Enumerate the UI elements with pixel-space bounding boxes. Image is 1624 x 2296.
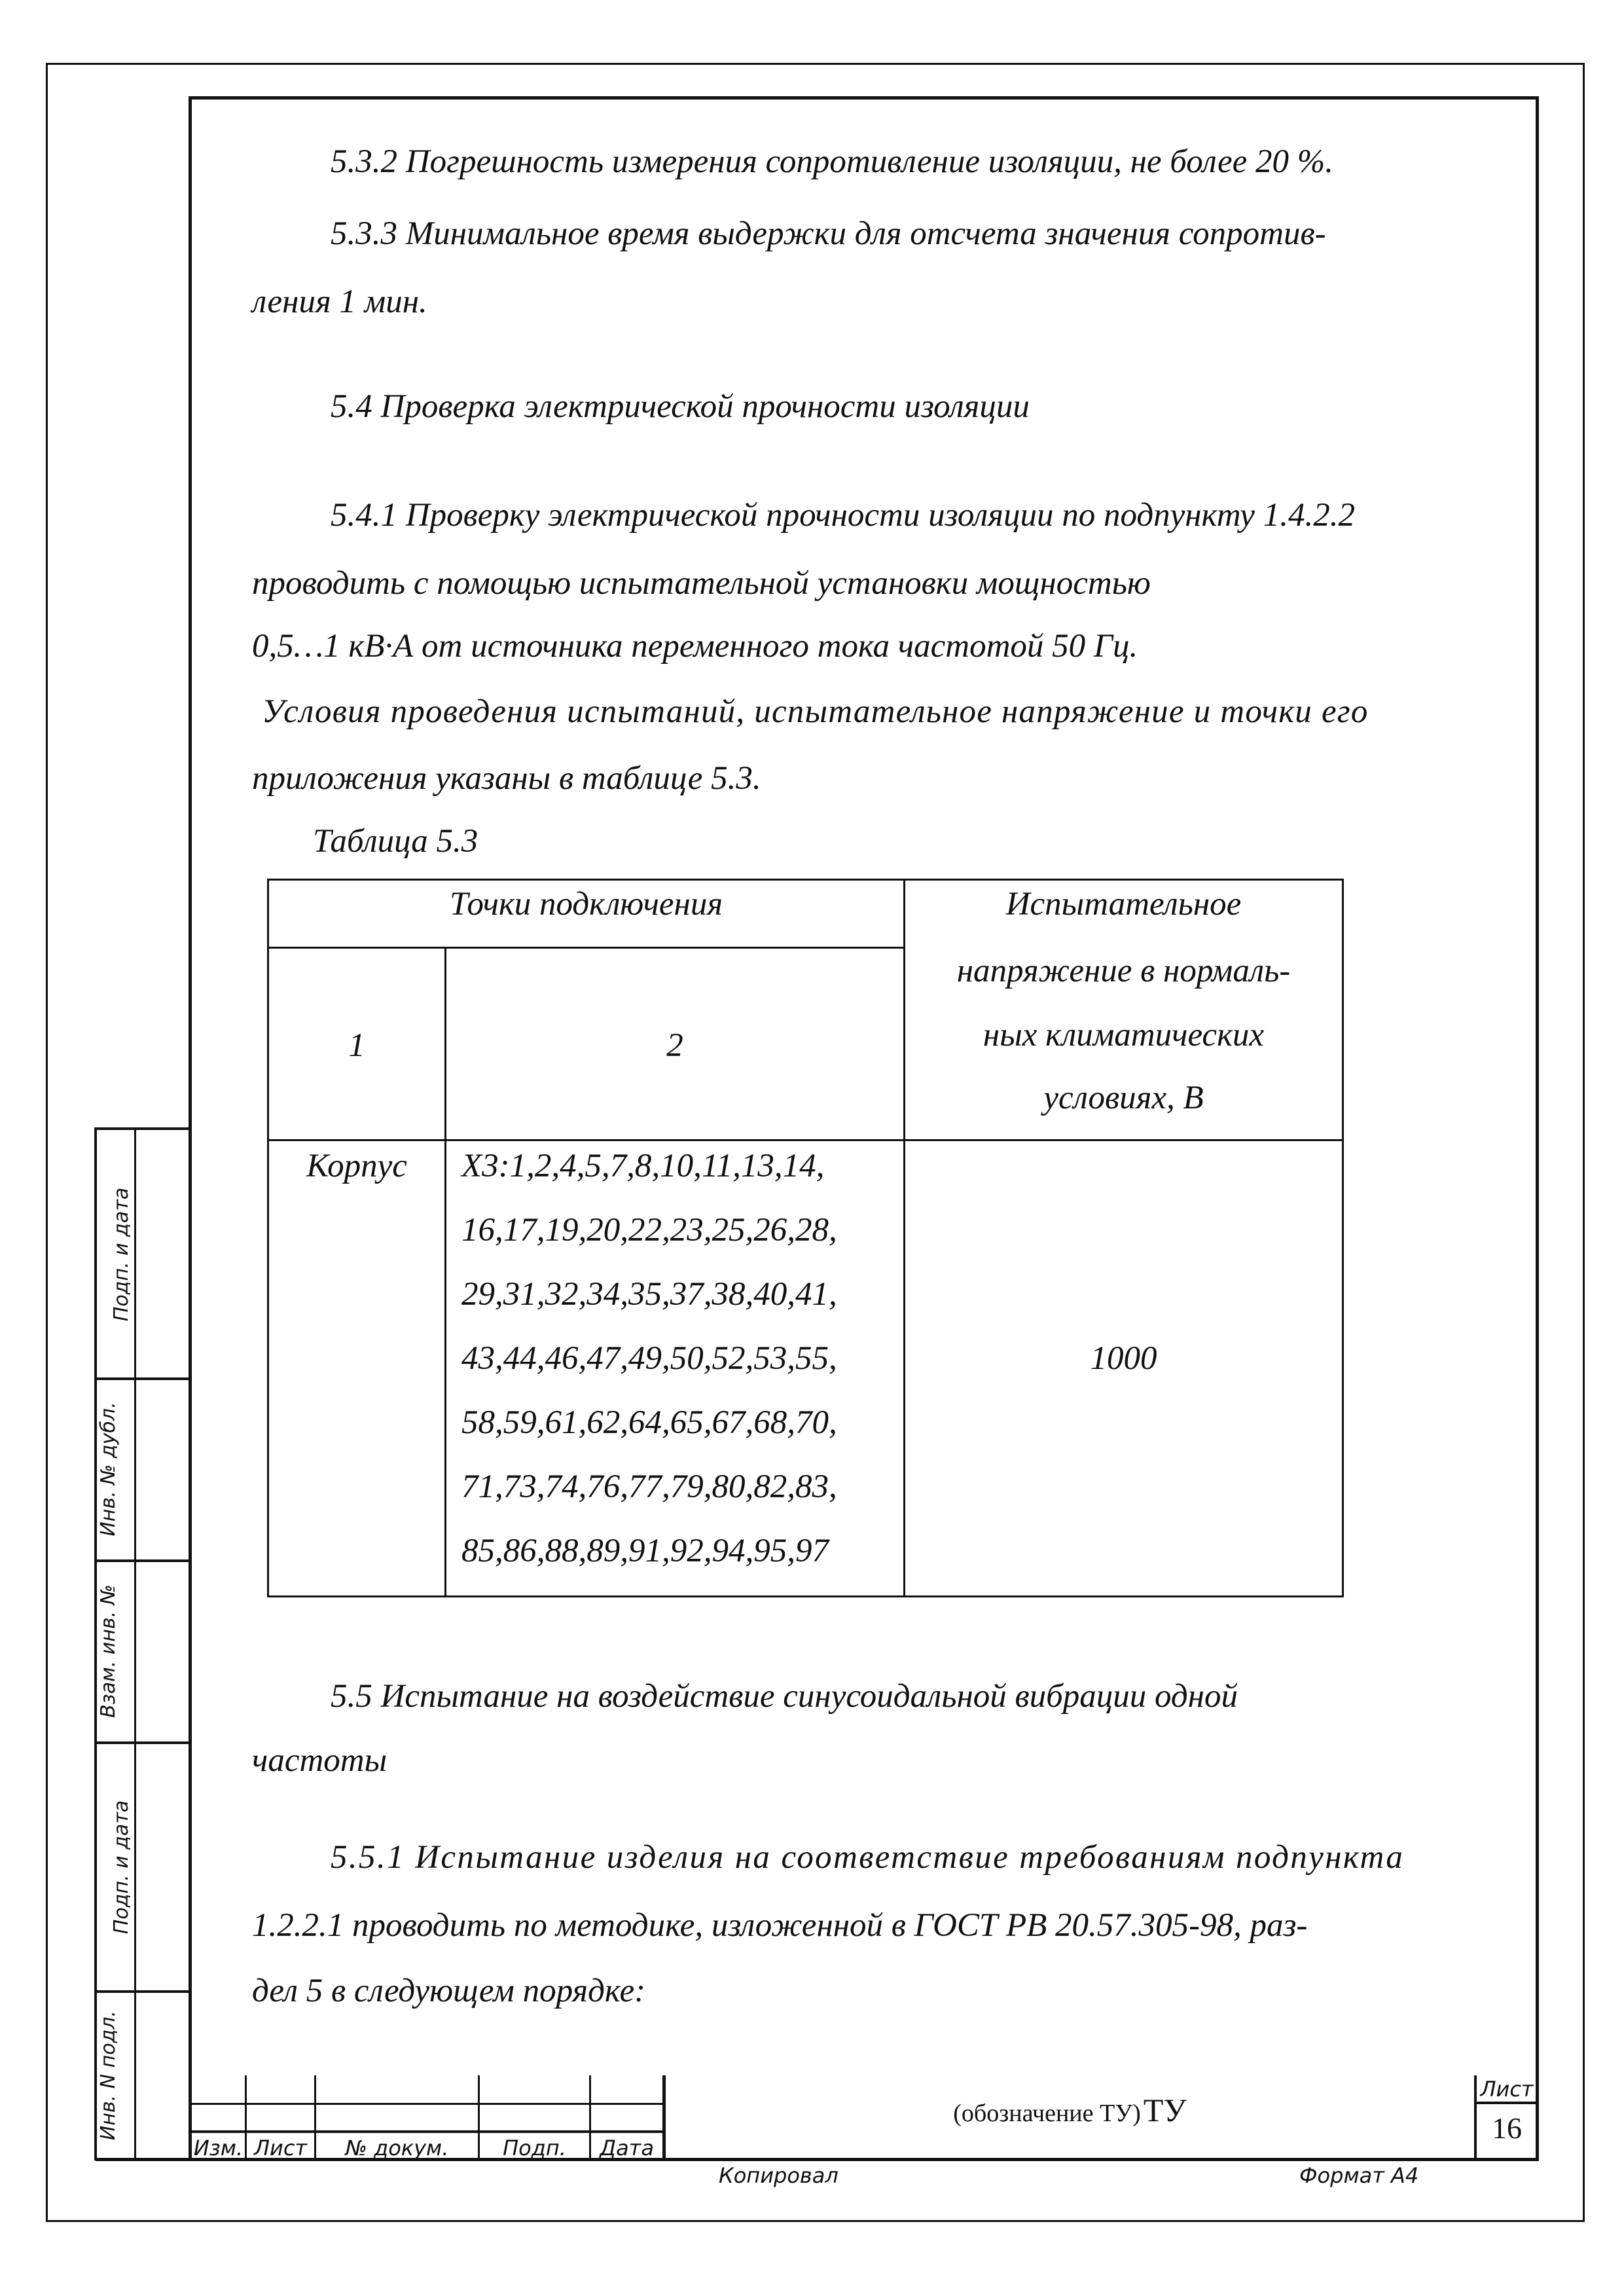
paragraph-5-5-1-line3: дел 5 в следующем порядке: xyxy=(252,1973,646,2009)
paragraph-5-4-1-line2: проводить с помощью испытательной установки мощностью xyxy=(252,565,1151,602)
outer-frame-top xyxy=(46,63,1585,65)
table-cell-pins-line: 58,59,61,62,64,65,67,68,70, xyxy=(461,1404,837,1441)
side-stamp-field-replacement-inventory: Взам. инв. № xyxy=(97,1584,120,1718)
table-column-number-2: 2 xyxy=(666,1027,683,1064)
paragraph-5-5-1-line1: 5.5.1 Испытание изделия на соответствие требованиям подпункта xyxy=(331,1839,1405,1876)
title-block-col-change: Изм. xyxy=(193,2136,244,2160)
paragraph-5-4-1-line4: Условия проведения испытаний, испытательное напряжение и точки его xyxy=(262,693,1369,730)
side-stamp-field-original-inventory: Инв. N подл. xyxy=(97,2010,120,2141)
inner-frame-top xyxy=(190,96,1539,100)
title-block-col-document: № докум. xyxy=(345,2136,449,2160)
table-cell-voltage: 1000 xyxy=(1090,1340,1157,1377)
inner-frame-right xyxy=(1536,96,1539,2160)
side-stamp-line xyxy=(94,1127,190,1130)
table-line xyxy=(267,1139,1344,1141)
table-cell-pins-line: 29,31,32,34,35,37,38,40,41, xyxy=(461,1276,837,1313)
side-stamp-field-signature-date: Подп. и дата xyxy=(110,1187,133,1322)
table-cell-pins-line: 71,73,74,76,77,79,80,82,83, xyxy=(461,1468,837,1505)
title-block-col-sheet: Лист xyxy=(253,2136,308,2160)
table-header-voltage-line2: напряжение в нормаль- xyxy=(956,953,1291,989)
side-stamp-line xyxy=(94,1377,190,1380)
document-designation xyxy=(666,2091,1474,2129)
paragraph-5-4-1-line5: приложения указаны в таблице 5.3. xyxy=(252,760,761,797)
paragraph-5-3-3-line2: ления 1 мин. xyxy=(252,283,427,320)
side-stamp-field-signature-date-2: Подп. и дата xyxy=(110,1800,133,1935)
paragraph-5-3-2: 5.3.2 Погрешность измерения сопротивление изоляции, не более 20 %. xyxy=(331,143,1334,180)
table-caption: Таблица 5.3 xyxy=(313,823,478,860)
side-stamp-line xyxy=(94,1741,190,1744)
table-line xyxy=(267,1595,1344,1597)
side-stamp-line xyxy=(94,1559,190,1562)
section-heading-5-5-line2: частоты xyxy=(252,1742,388,1779)
paragraph-5-5-1-line2: 1.2.2.1 проводить по методике, изложенной в ГОСТ РВ 20.57.305-98, раз- xyxy=(252,1907,1308,1944)
title-block-line xyxy=(1474,2102,1539,2104)
table-header-voltage-line4: условиях, В xyxy=(1043,1080,1204,1116)
table-header-voltage-line1: Испытательное xyxy=(1005,886,1242,922)
outer-frame-bottom xyxy=(46,2220,1585,2222)
title-block-line xyxy=(190,2130,664,2133)
title-block-col-signature: Подп. xyxy=(503,2136,566,2160)
document-designation-label: (обозначение ТУ) xyxy=(953,2100,1141,2127)
title-block-col-date: Дата xyxy=(600,2136,654,2160)
table-cell-pins-line: 16,17,19,20,22,23,25,26,28, xyxy=(461,1212,837,1248)
outer-frame-right xyxy=(1583,63,1585,2222)
side-stamp-field-dup-inventory: Инв. № дубл. xyxy=(97,1402,120,1537)
footer-format: Формат А4 xyxy=(1299,2163,1419,2188)
table-cell-pins-line: 85,86,88,89,91,92,94,95,97 xyxy=(461,1533,829,1569)
table-header-points: Точки подключения xyxy=(449,886,723,922)
table-header-voltage-line3: ных климатических xyxy=(983,1017,1265,1053)
outer-frame-left xyxy=(46,63,48,2222)
table-line xyxy=(267,879,269,1597)
footer-copied: Копировал xyxy=(719,2163,839,2188)
sheet-label: Лист xyxy=(1480,2077,1534,2102)
table-line xyxy=(267,947,905,949)
section-heading-5-4: 5.4 Проверка электрической прочности изоляции xyxy=(331,388,1030,425)
title-block-line xyxy=(190,2103,664,2105)
section-heading-5-5-line1: 5.5 Испытание на воздействие синусоидальной вибрации одной xyxy=(331,1678,1238,1715)
paragraph-5-3-3-line1: 5.3.3 Минимальное время выдержки для отсчета значения сопротив- xyxy=(331,215,1326,252)
paragraph-5-4-1-line1: 5.4.1 Проверку электрической прочности изоляции по подпункту 1.4.2.2 xyxy=(331,497,1355,534)
table-column-number-1: 1 xyxy=(348,1027,365,1064)
document-designation-suffix: ТУ xyxy=(1143,2092,1187,2128)
paragraph-5-4-1-line3: 0,5…1 кВ·А от источника переменного тока частотой 50 Гц. xyxy=(252,628,1138,665)
table-cell-pins-line: 43,44,46,47,49,50,52,53,55, xyxy=(461,1340,837,1377)
sheet-number: 16 xyxy=(1492,2111,1522,2145)
table-line xyxy=(267,879,1344,881)
table-line xyxy=(1342,879,1344,1597)
table-cell-pins-line: Х3:1,2,4,5,7,8,10,11,13,14, xyxy=(461,1148,825,1184)
table-cell-point: Корпус xyxy=(306,1148,407,1184)
